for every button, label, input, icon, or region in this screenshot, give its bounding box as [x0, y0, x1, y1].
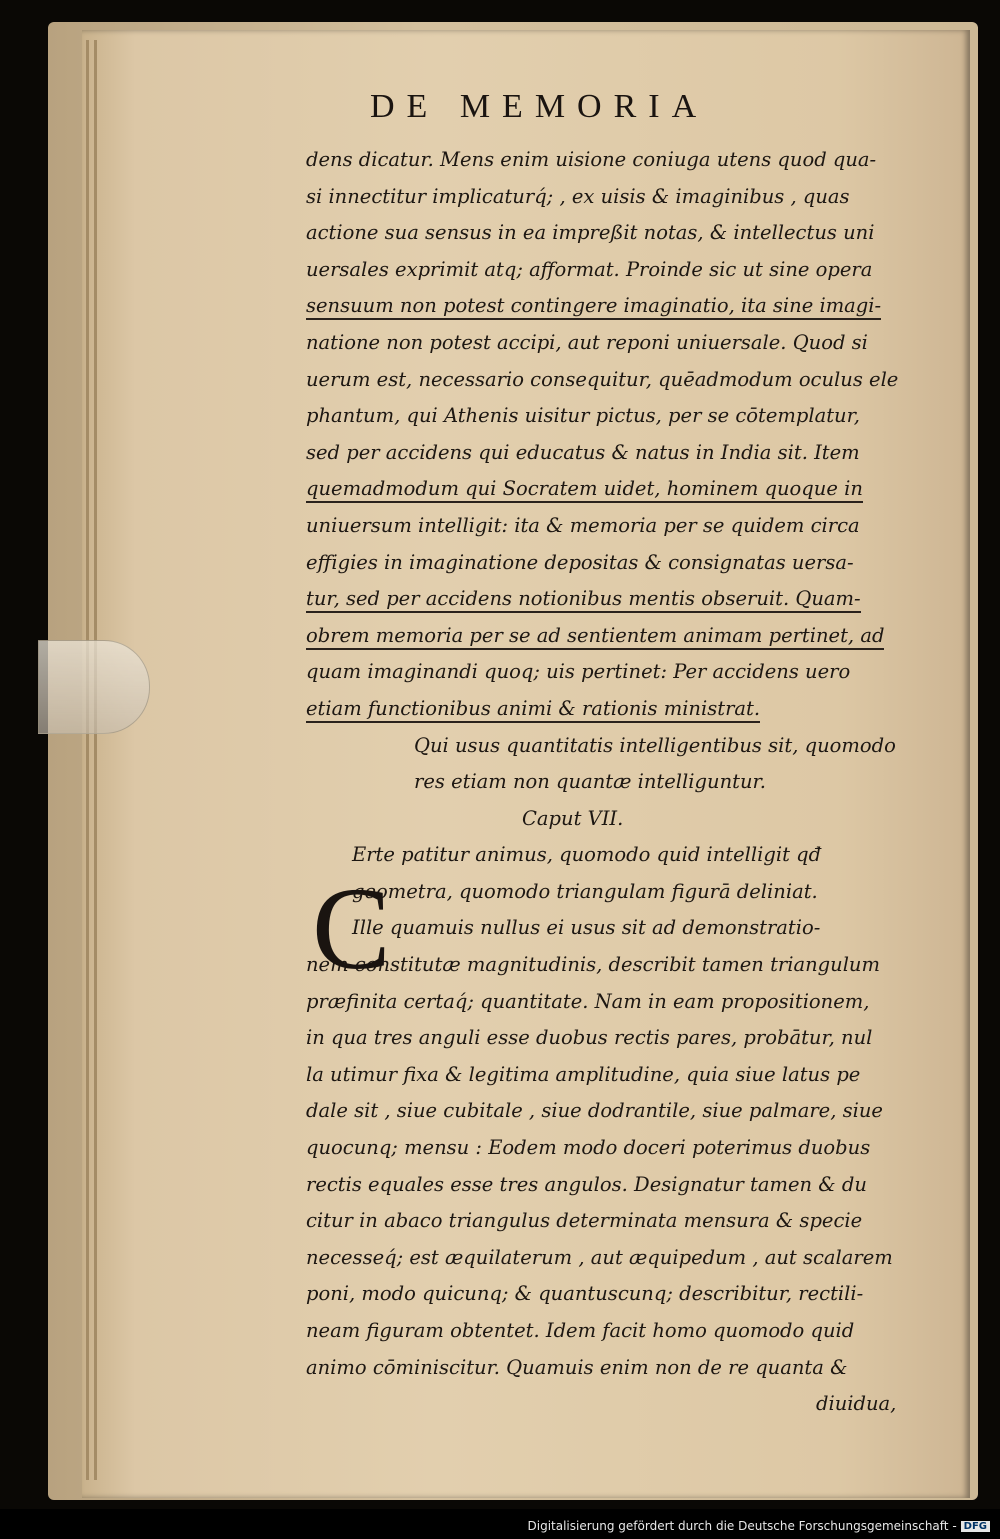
dfg-logo: DFG — [961, 1521, 990, 1532]
section-heading: Qui usus quantitatis intelligentibus sit, quomodo — [414, 733, 896, 757]
text-line: phantum, qui Athenis uisitur pictus, per se cōtemplatur, — [306, 404, 860, 428]
text-line: la utimur fixa & legitima amplitudine, quia siue latus pe — [306, 1062, 861, 1086]
text-line: necesseq́; est æquilaterum , aut æquipedum , aut scalarem — [306, 1245, 893, 1269]
page-edge — [86, 40, 89, 1480]
text-line: neam figuram obtentet. Idem facit homo quomodo quid — [306, 1319, 855, 1342]
text-line-underlined: obrem memoria per se ad sentientem animam pertinet, ad — [306, 618, 936, 655]
page-text — [306, 142, 936, 1423]
chapter-title: Caput VII. — [522, 806, 624, 830]
text-line: dale sit , siue cubitale , siue dodrantile, siue palmare, siue — [306, 1099, 883, 1123]
digitization-credit — [528, 1519, 991, 1533]
catchword: diuidua, — [816, 1392, 897, 1416]
section-heading: res etiam non quantæ intelliguntur. — [414, 770, 766, 794]
text-line-underlined: tur, sed per accidens notionibus mentis obseruit. Quam- — [306, 581, 936, 618]
text-line: si innectitur implicaturq́; , ex uisis & imaginibus , quas — [306, 184, 850, 208]
text-line: animo cōminiscitur. Quamuis enim non de re quanta & — [306, 1355, 848, 1379]
text-line: natione non potest accipi, aut reponi uniuersale. Quod si — [306, 330, 868, 354]
drop-capital: C — [312, 863, 391, 994]
running-head: DE MEMORIA — [370, 88, 709, 125]
text-line: poni, modo quicunq; & quantuscunq; describitur, rectili- — [306, 1282, 864, 1306]
text-line: citur in abaco triangulus determinata mensura & specie — [306, 1209, 863, 1233]
text-line-underlined: quemadmodum qui Socratem uidet, hominem quoque in — [306, 471, 936, 508]
text-line: uersales exprimit atq; afformat. Proinde sic ut sine opera — [306, 257, 873, 281]
text-line: uniuersum intelligit: ita & memoria per se quidem circa — [306, 513, 860, 537]
text-line: præfinita certaq́; quantitate. Nam in eam propositionem, — [306, 989, 870, 1013]
text-line: effigies in imaginatione depositas & consignatas uersa- — [306, 550, 854, 574]
page-clip — [38, 640, 150, 734]
text-line: Erte patitur animus, quomodo quid intelligit qđ — [352, 843, 822, 867]
text-line-underlined: sensuum non potest contingere imaginatio, ita sine imagi- — [306, 288, 936, 325]
text-line: nem constitutæ magnitudinis, describit tamen triangulum — [306, 953, 880, 977]
page-edge — [94, 40, 97, 1480]
text-line: in qua tres anguli esse duobus rectis pares, probātur, nul — [306, 1026, 873, 1050]
text-line: uerum est, necessario consequitur, quēadmodum oculus ele — [306, 367, 899, 391]
text-line: sed per accidens qui educatus & natus in India sit. Item — [306, 440, 860, 464]
text-line: rectis equales esse tres angulos. Designatur tamen & du — [306, 1172, 867, 1196]
text-line: geometra, quomodo triangulam figurā deliniat. — [352, 879, 818, 903]
text-line: actione sua sensus in ea impreßit notas, & intellectus uni — [306, 221, 875, 245]
text-line: quam imaginandi quoq; uis pertinet: Per accidens uero — [306, 660, 851, 684]
text-line-underlined: etiam functionibus animi & rationis ministrat. — [306, 691, 936, 728]
text-line: Ille quamuis nullus ei usus sit ad demonstratio- — [352, 916, 821, 940]
text-line: dens dicatur. Mens enim uisione coniuga utens quod qua- — [306, 148, 877, 171]
credit-text: Digitalisierung gefördert durch die Deutsche Forschungsgemeinschaft - — [527, 1519, 957, 1533]
text-line: quocunq; mensu : Eodem modo doceri poterimus duobus — [306, 1136, 871, 1160]
